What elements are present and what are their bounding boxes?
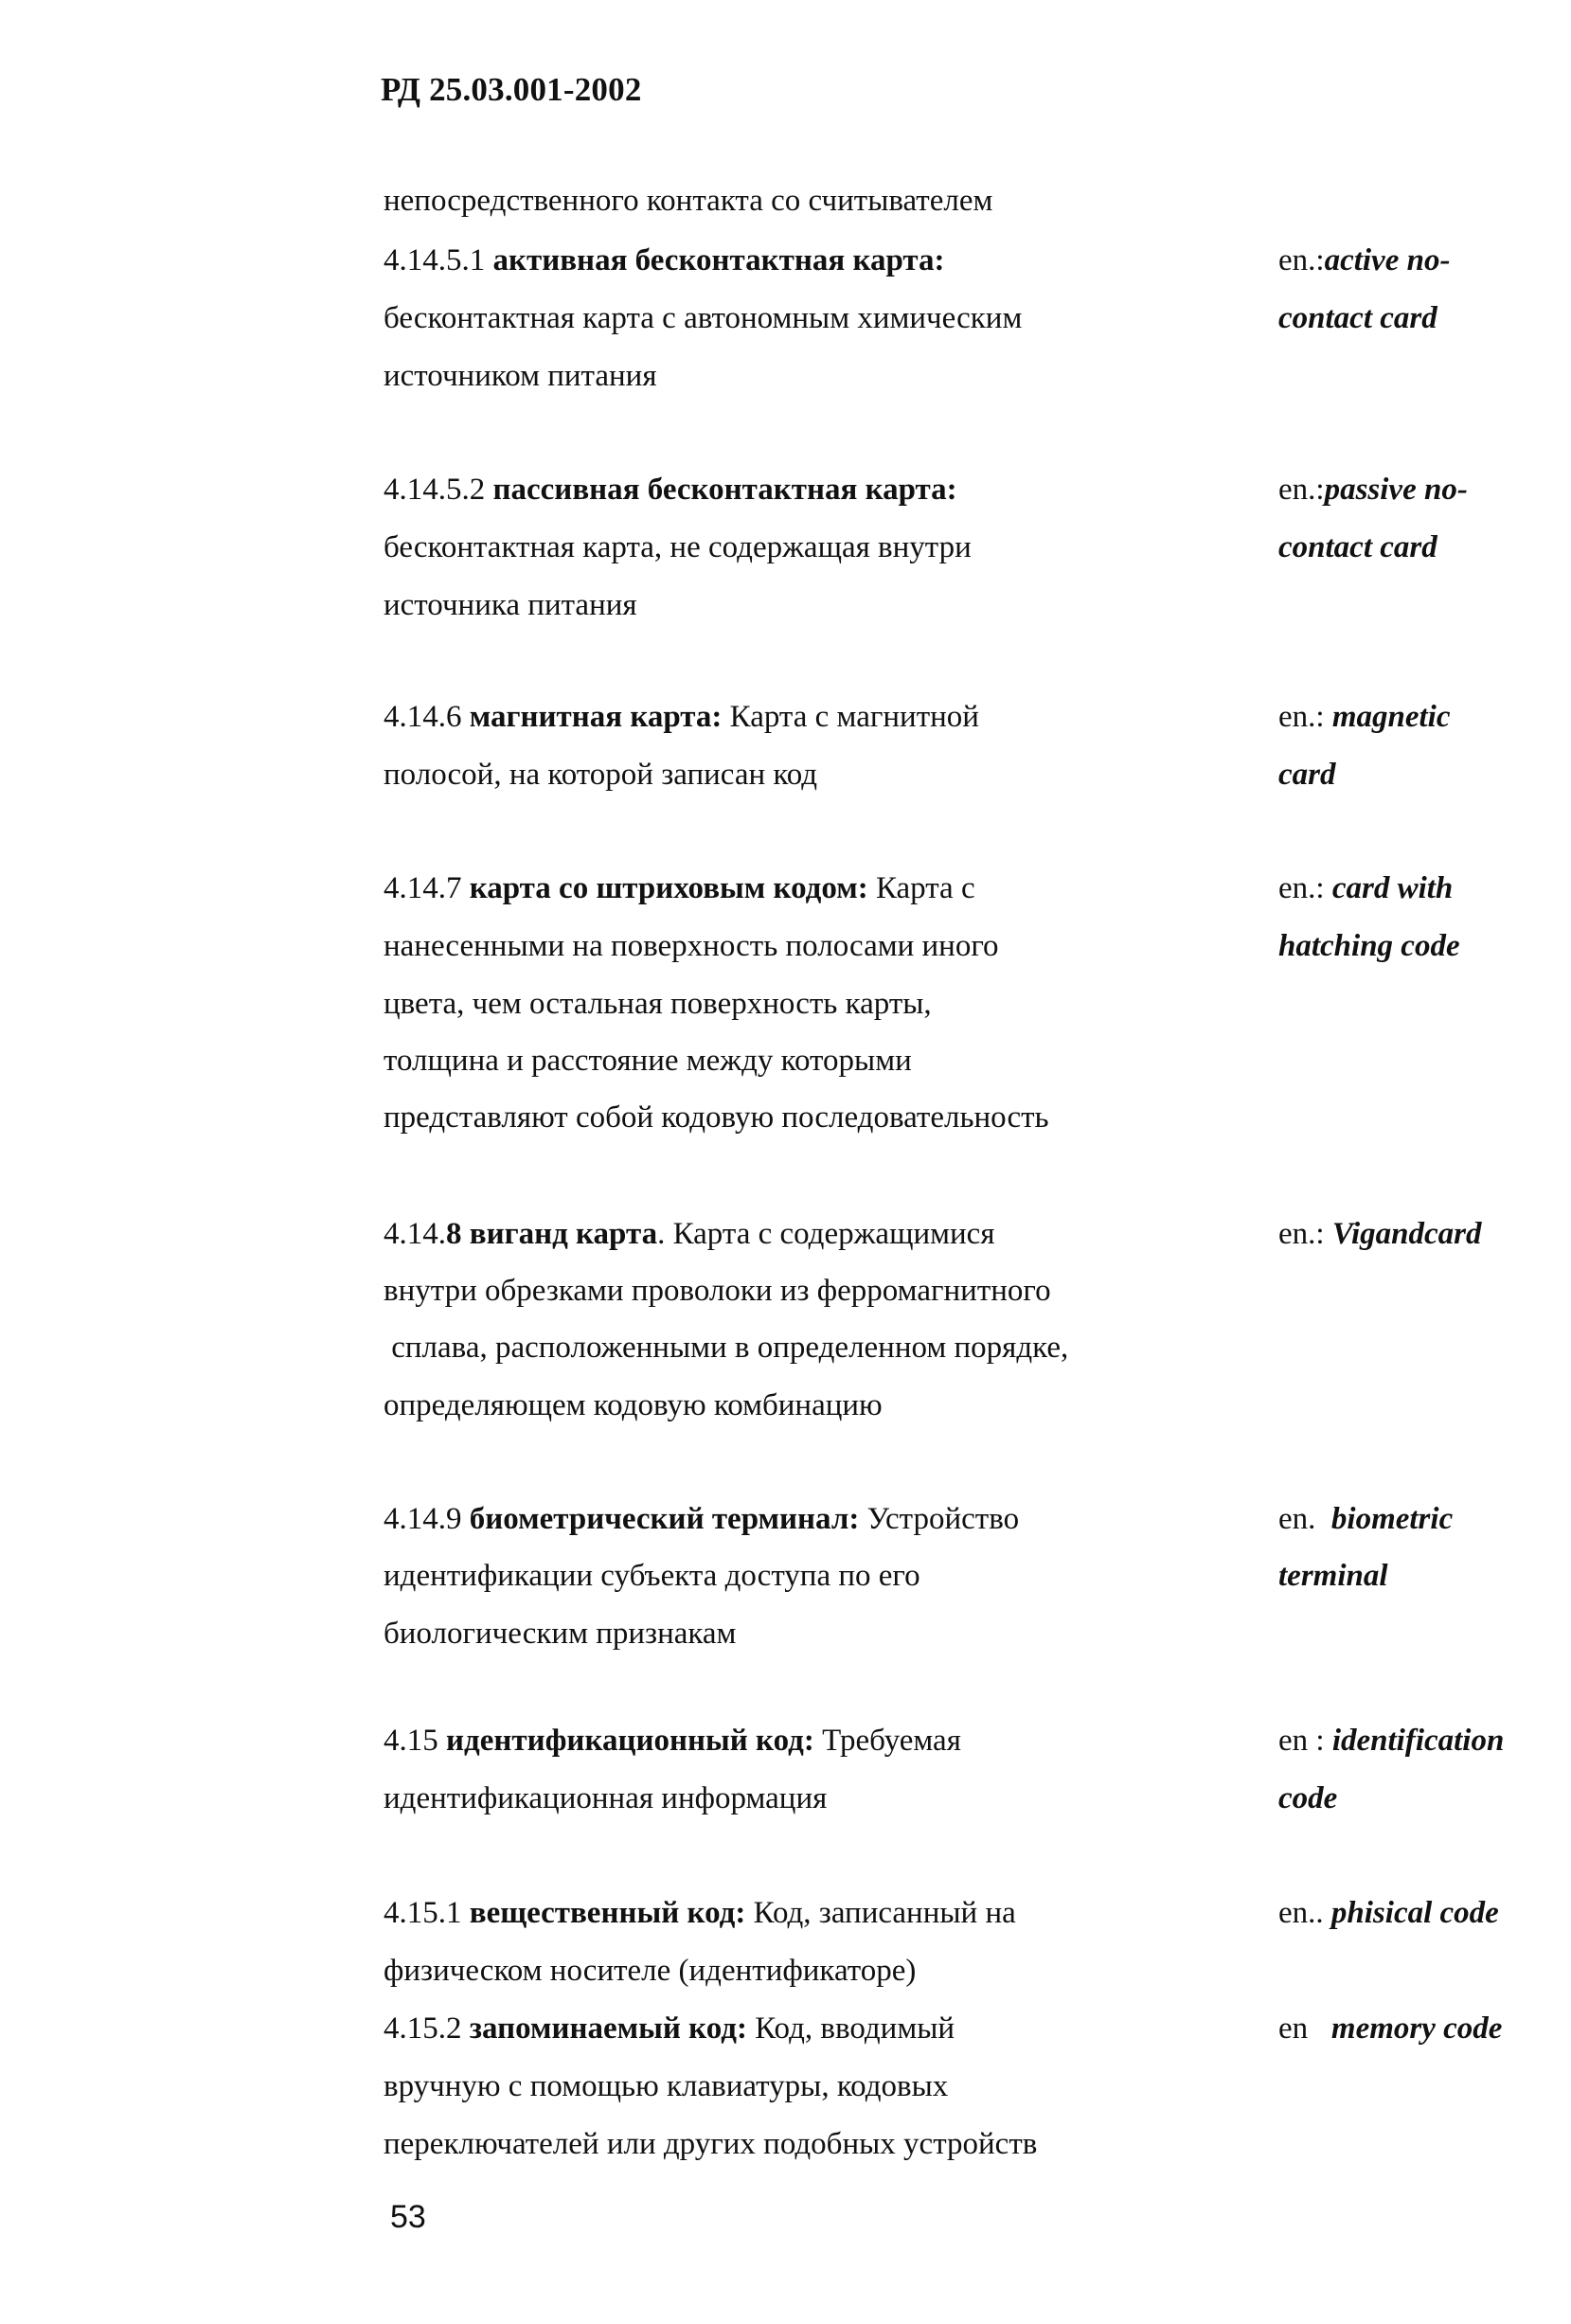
entry-line: источником питания [384,359,657,393]
entry-number: 4.15 [384,1724,438,1758]
entry-line: переключателей или других подобных устройств [384,2127,1038,2161]
english-term-line: card [1278,758,1336,792]
entry-4-14-5-2-heading [384,471,957,509]
entry-4-14-6-heading [384,698,979,736]
entry-english-term [1278,869,1453,907]
entry-english-term [1278,1722,1504,1760]
english-term-line: passive no- [1324,473,1468,507]
entry-english-term-cont [1278,528,1437,566]
english-prefix: en.: [1278,473,1325,507]
entry-line: толщина и расстояние между которыми [384,1044,912,1078]
entry-term: карта со штриховым кодом: [469,871,868,905]
entry-number: 4.14.6 [384,700,462,734]
entry-4-14-7-heading [384,869,975,907]
entry-english-term-cont [1278,927,1460,965]
entry-definition-start: Код, записанный на [753,1896,1016,1930]
english-term-line: contact card [1278,530,1437,564]
entry-english-term [1278,1215,1482,1253]
entry-english-term-cont [1278,299,1437,337]
entry-4-15-1-heading [384,1894,1016,1932]
entry-english-term-cont [1278,756,1336,794]
english-term-line: terminal [1278,1559,1388,1593]
english-term-line: phisical code [1330,1896,1499,1930]
entry-4-15-2-heading [384,2010,955,2047]
english-term-line: card with [1331,871,1454,905]
entry-line: цвета, чем остальная поверхность карты, [384,987,932,1021]
english-term-line: Vigandcard [1331,1217,1482,1251]
entry-english-term [1278,2010,1502,2047]
entry-term: вещественный код: [469,1896,746,1930]
entry-term: виганд карта [469,1217,658,1251]
entry-line: нанесенными на поверхность полосами иного [384,929,999,963]
entry-english-term-cont [1278,1779,1337,1817]
entry-line: идентификации субъекта доступа по его [384,1559,920,1593]
english-prefix: en.: [1278,1217,1325,1251]
entry-term: пассивная бесконтактная карта: [492,473,957,507]
entry-line: бесконтактная карта, не содержащая внутри [384,530,972,564]
entry-english-term [1278,1894,1499,1932]
english-prefix: en.: [1278,700,1325,734]
english-prefix: en.: [1278,871,1325,905]
page-number: 53 [390,2199,426,2235]
english-term-line: memory code [1330,2011,1503,2046]
entry-number: 4.14.5.2 [384,473,486,507]
entry-english-term [1278,1500,1453,1538]
english-term-line: identification [1331,1724,1505,1758]
english-term-line: contact card [1278,301,1437,335]
entry-4-14-5-1-heading [384,241,945,279]
entry-english-term [1278,698,1450,736]
entry-definition-start: Карта с магнитной [729,700,979,734]
entry-line: физическом носителе (идентификаторе) [384,1954,917,1988]
entry-number: 4.15.2 [384,2011,462,2046]
entry-english-term [1278,241,1450,279]
entry-line: внутри обрезками проволоки из ферромагнитного [384,1274,1051,1308]
entry-line: источника питания [384,588,637,622]
entry-english-term-cont [1278,1557,1388,1595]
entry-term: активная бесконтактная карта: [492,243,945,277]
english-term-line: active no- [1324,243,1451,277]
entry-term: идентификационный код: [446,1724,814,1758]
entry-line: бесконтактная карта с автономным химическим [384,301,1023,335]
english-prefix: en : [1278,1724,1325,1758]
entry-number: 4.14. [384,1217,446,1251]
intro-line: непосредственного контакта со считывателем [384,184,993,218]
entry-definition-start: Устройство [866,1502,1020,1536]
entry-definition-start: . Карта с содержащимися [657,1217,995,1251]
entry-english-term [1278,471,1468,509]
entry-line: идентификационная информация [384,1781,828,1815]
entry-line: биологическим признакам [384,1617,737,1651]
entry-definition-start: Код, вводимый [755,2011,955,2046]
english-term-line: magnetic [1331,700,1451,734]
entry-term: магнитная карта: [469,700,723,734]
entry-definition-start: Карта с [875,871,975,905]
entry-4-14-8-heading [384,1215,995,1253]
entry-line: представляют собой кодовую последовательность [384,1100,1049,1135]
entry-line: полосой, на которой записан код [384,758,818,792]
entry-line: сплава, расположенными в определенном порядке, [384,1331,1069,1365]
entry-term: биометрический терминал: [469,1502,860,1536]
english-term-line: hatching code [1278,929,1460,963]
entry-definition-start: Требуемая [822,1724,961,1758]
english-prefix: en [1278,2011,1309,2046]
entry-line: вручную с помощью клавиатуры, кодовых [384,2069,949,2103]
english-term-line: biometric [1330,1502,1454,1536]
entry-number: 4.14.7 [384,871,462,905]
entry-number-bold: 8 [446,1217,462,1251]
entry-line: определяющем кодовую комбинацию [384,1388,883,1422]
english-prefix: en.: [1278,243,1325,277]
english-term-line: code [1278,1781,1338,1815]
entry-number: 4.14.9 [384,1502,462,1536]
english-prefix: en. [1278,1502,1316,1536]
entry-number: 4.15.1 [384,1896,462,1930]
entry-number: 4.14.5.1 [384,243,486,277]
entry-4-15-heading [384,1722,961,1760]
entry-term: запоминаемый код: [469,2011,747,2046]
document-header: РД 25.03.001-2002 [381,71,642,108]
english-prefix: en.. [1278,1896,1324,1930]
entry-4-14-9-heading [384,1500,1019,1538]
